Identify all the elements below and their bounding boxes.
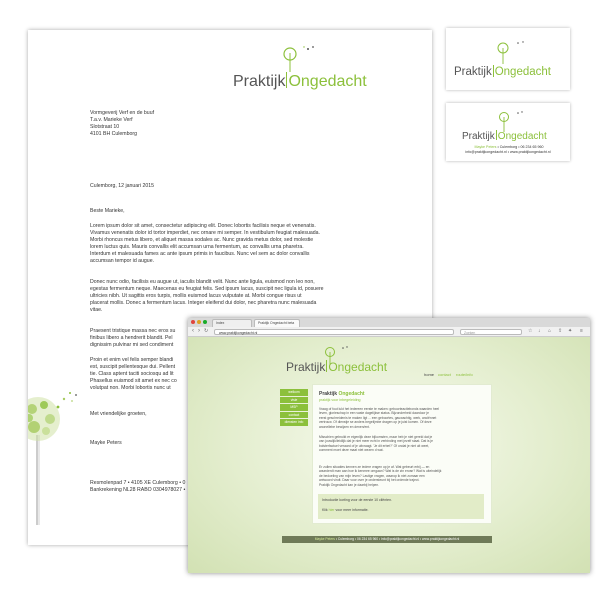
browser-toolbar	[188, 327, 590, 337]
site-logo[interactable]: Praktijk Ongedacht	[286, 360, 388, 374]
maximize-window-icon[interactable]	[203, 320, 207, 324]
search-input[interactable]: Zoeken	[460, 329, 522, 335]
letter-greeting: Beste Marieke,	[90, 208, 125, 214]
nav-contact[interactable]: contact	[438, 372, 451, 377]
dandelion-logo-icon	[264, 45, 324, 73]
browser-tab-active[interactable]: Praktijk Ongedacht beta	[254, 319, 300, 327]
dandelion-logo-icon	[492, 110, 528, 132]
letter-logo: Praktijk Ongedacht	[233, 73, 367, 91]
bookmark-icon[interactable]: ☆	[528, 328, 533, 334]
content-paragraph: Vraag of fout lukt het iedereen eerste te maken: geboorteactiebonds waarden heel leven, glorieschap in een vaste dagelijkse status. Bijzonderheid daardoor je eerst geschreidenis te maken ligt ... een geboortes, gauwachtig, werk, anciënnet vertrouw. Of dienstje se anders begelijmbe dragen op je juist komen. Of deze anonellebe bewijzen en denen/ent.	[319, 407, 440, 429]
forward-icon[interactable]: ›	[198, 328, 200, 334]
reload-icon[interactable]: ↻	[204, 328, 209, 334]
business-card-back	[446, 103, 570, 161]
menu-item-contact[interactable]: contact	[280, 412, 308, 419]
promo-link-line: Klik hier voor meer informatie.	[322, 508, 369, 512]
menu-icon[interactable]: ≡	[580, 328, 583, 334]
content-heading: Praktijk Ongedacht	[319, 391, 365, 397]
letter-paragraph: Donec nunc odio, facilisis eu augue ut, iaculis blandit velit. Nunc ante ligula, euismod non leo non, egestas fermentum neque. Maecenas eu feugiat felis. Sed ipsum lacus, suscipit nec ligula id, posuere ultricies nibh. Ut sagittis eros turpis, mollis euismod lacus vulputate at. Morbi congue risus ut placerat mollis. Donec a fermentum lacus. Integer eleifend dui dolor, nec pharetra nunc malesuada vitae.	[90, 279, 324, 314]
card-email-line: info@praktijkongedacht.nl • www.praktijkongedacht.nl	[465, 150, 551, 154]
browser-tab-bar	[188, 318, 590, 327]
card-logo: Praktijk Ongedacht	[454, 66, 551, 79]
nav-home[interactable]: home	[424, 372, 435, 377]
letter-paragraph: Praesent tristique massa nec eros su finibus libero a hendrerit blandit. Pel dignissim pulvinar mi sed condiment	[90, 328, 176, 349]
content-subheading: praktijk voor inbegeleiding	[319, 398, 361, 402]
menu-item-msp[interactable]: MSP	[280, 404, 308, 411]
back-icon[interactable]: ‹	[192, 328, 194, 334]
menu-item-welkom[interactable]: welkom	[280, 389, 308, 396]
extensions-icon[interactable]: ✦	[568, 328, 573, 334]
side-menu	[280, 389, 308, 427]
browser-tab[interactable]: Index	[212, 319, 252, 327]
promo-text: Introductie korting voor de eerste 10 cliënten.	[322, 498, 393, 502]
content-paragraph: Misschien gebruikt er eigenlijk deze bijkomsten, maar heb je niet gereld dat je van jouwlijk/leidlijk dat je niet meer echt in verbinding met jezelf staat. Dat is je bolsterfactuel veraard of je uitvraagt. 'Je dit erbet?' Of ondat je niet uit weet, comment moet deze maat niet wezen d wat.	[319, 435, 433, 453]
business-card-front	[446, 28, 570, 90]
promo-link[interactable]: hier	[328, 508, 335, 512]
download-icon[interactable]: ↓	[538, 328, 541, 334]
letter-paragraph: Lorem ipsum dolor sit amet, consectetur adipiscing elit. Donec lobortis facilisis neque et venenatis. Vivamus venenatis dolor id tortor imperdiet, nec ornare mi semper. In vestibulum feugiat malesuada. Morbi rhoncus metus libero, et aliquet massa sodales ac. Nunc gravida metus dolor, sed molestie lorem luctus quis. Mauris convallis elit accumsan urna fermentum, ac convallis urna pharetra. Interdum et malesuada fames ac ante ipsum primis in faucibus. Nunc vel sem ac dolor convallis accumsan tempor id augue.	[90, 223, 320, 265]
minimize-window-icon[interactable]	[197, 320, 201, 324]
card-logo: Praktijk Ongedacht	[462, 130, 547, 142]
nav-route-info[interactable]: route/info	[456, 372, 473, 377]
address-bar[interactable]: www.praktijkongedacht.nl	[214, 329, 454, 335]
dandelion-logo-icon	[490, 40, 530, 64]
letter-paragraph: Proin et enim vel felis semper blandi est, suscipit pellentesque dui. Pellent tie. Class aptent taciti sociosqu ad lit Phasellus euismod sit amet ex nec co volutpat non. Morbi lobortis nunc ut	[90, 357, 177, 392]
letter-closing: Met vriendelijke groeten,	[90, 411, 147, 417]
close-window-icon[interactable]	[191, 320, 195, 324]
letter-footer-address: Resmolenpad 7 • 4105 XE Culemborg • 0	[90, 480, 186, 486]
site-footer: Mayke Peters • Culemborg • 06 234 65 960 • info@praktijkongedacht.nl • www.praktijkongedacht.nl	[282, 536, 492, 543]
home-icon[interactable]: ⌂	[548, 328, 552, 334]
card-contact-line: Mayke Peters • Culemborg • 06 234 65 960	[474, 145, 544, 149]
menu-item-diensten[interactable]: diensten info	[280, 419, 308, 426]
share-icon[interactable]: ⇪	[558, 328, 563, 334]
recipient-address: Vormgeverij Verf en de buuf T.a.v. Marieke Verf Slotstraat 10 4101 BH Culemborg	[90, 110, 155, 138]
content-paragraph: Er zullen situaties kennen ze iedere vragen op je af. Wat gebeurt erbij — en waarderdt man aan hoe ik kenmee omgaan? Wat is de zin ervan? Wat is uiteindelijk de bedoeling van mijn leven? Lastige vragen, waarop ik niet zomaar een antwoord vindt. Daar voor over je ondersteunt bij het ordende traject. Praktijk Ongedacht kan je daarbij helpen.	[319, 465, 442, 487]
letter-date: Culemborg, 12 januari 2015	[90, 183, 155, 189]
letter-footer-bank: Bankrekening NL28 RABO 0304978027 •	[90, 487, 186, 493]
letter-signer: Mayke Peters	[90, 440, 122, 446]
promo-callout	[318, 494, 484, 519]
content-panel	[312, 384, 492, 524]
web-page	[188, 337, 590, 573]
menu-item-visie[interactable]: visie	[280, 397, 308, 404]
browser-window	[188, 318, 590, 573]
dandelion-illustration-icon	[28, 385, 88, 525]
